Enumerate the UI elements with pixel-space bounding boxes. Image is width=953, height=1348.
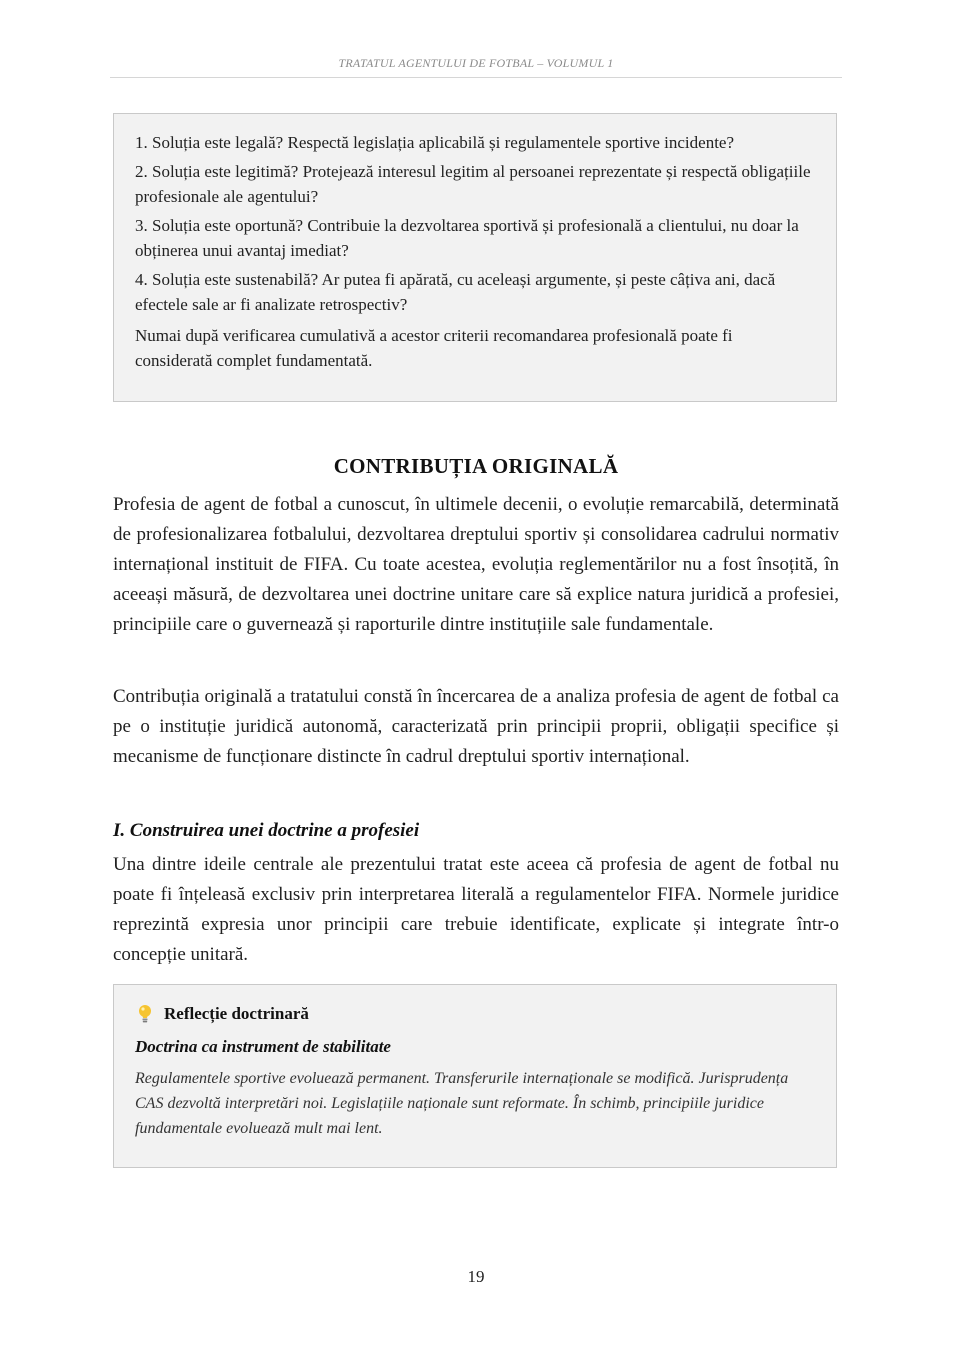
criteria-item: 1. Soluția este legală? Respectă legislația aplicabilă și regulamentele sportive incidente? (135, 133, 735, 152)
body-paragraph: Una dintre ideile centrale ale prezentului tratat este aceea că profesia de agent de fotbal nu poate fi înțeleasă exclusiv prin interpretarea literală a regulamentelor FIFA. Normele juridice reprezintă expresia unor principii care trebuie identificate, explicate și integrate într-o concepție unitară. (113, 854, 839, 965)
reflection-text: Regulamentele sportive evoluează permanent. Transferurile internaționale se modifică. Jurisprudența CAS dezvoltă interpretări noi. Legislațiile naționale sunt reformate. În schimb, principiile juridice fundamentale evoluează mult mai lent. (135, 1070, 789, 1137)
running-header: TRATATUL AGENTULUI DE FOTBAL – VOLUMUL 1 (338, 56, 614, 70)
reflection-label-row (135, 1003, 814, 1025)
body-paragraph: Contribuția originală a tratatului constă în încercarea de a analiza profesia de agent de fotbal ca pe o instituție juridică autonomă, caracterizată prin principii proprii, obligații specifice și mecanisme de funcționare distincte în cadrul dreptului sportiv internațional. (113, 686, 839, 767)
reflection-label: Reflecție doctrinară (164, 1004, 309, 1023)
reflection-box (113, 984, 837, 1168)
criteria-note: Numai după verificarea cumulativă a acestor criterii recomandarea profesională poate fi considerată complet fundamentată. (135, 326, 733, 370)
header-divider (110, 77, 842, 78)
criteria-box (113, 113, 837, 402)
section-title: CONTRIBUȚIA ORIGINALĂ (333, 454, 619, 478)
reflection-heading: Doctrina ca instrument de stabilitate (135, 1037, 391, 1056)
criteria-item: 4. Soluția este sustenabilă? Ar putea fi apărată, cu aceleași argumente, și peste câțiva ani, dacă efectele sale ar fi analizate retrospectiv? (135, 270, 776, 314)
page-number: 19 (467, 1267, 485, 1286)
criteria-item: 3. Soluția este oportună? Contribuie la dezvoltarea sportivă și profesională a clientului, nu doar la obținerea unui avantaj imediat? (135, 216, 799, 260)
criteria-item: 2. Soluția este legitimă? Protejează interesul legitim al persoanei reprezentate și respectă obligațiile profesionale ale agentului? (135, 162, 811, 206)
lightbulb-icon (138, 1004, 152, 1024)
subsection-heading: I. Construirea unei doctrine a profesiei (113, 820, 420, 841)
body-paragraph: Profesia de agent de fotbal a cunoscut, în ultimele decenii, o evoluție remarcabilă, determinată de profesionalizarea fotbalului, dezvoltarea dreptului sportiv și consolidarea cadrului normativ internațional instituit de FIFA. Cu toate acestea, evoluția reglementărilor nu a fost însoțită, în aceeași măsură, de dezvoltarea unei doctrine unitare care să explice natura juridică a profesiei, principiile care o guvernează și raporturile dintre instituțiile sale fundamentale. (113, 494, 839, 635)
